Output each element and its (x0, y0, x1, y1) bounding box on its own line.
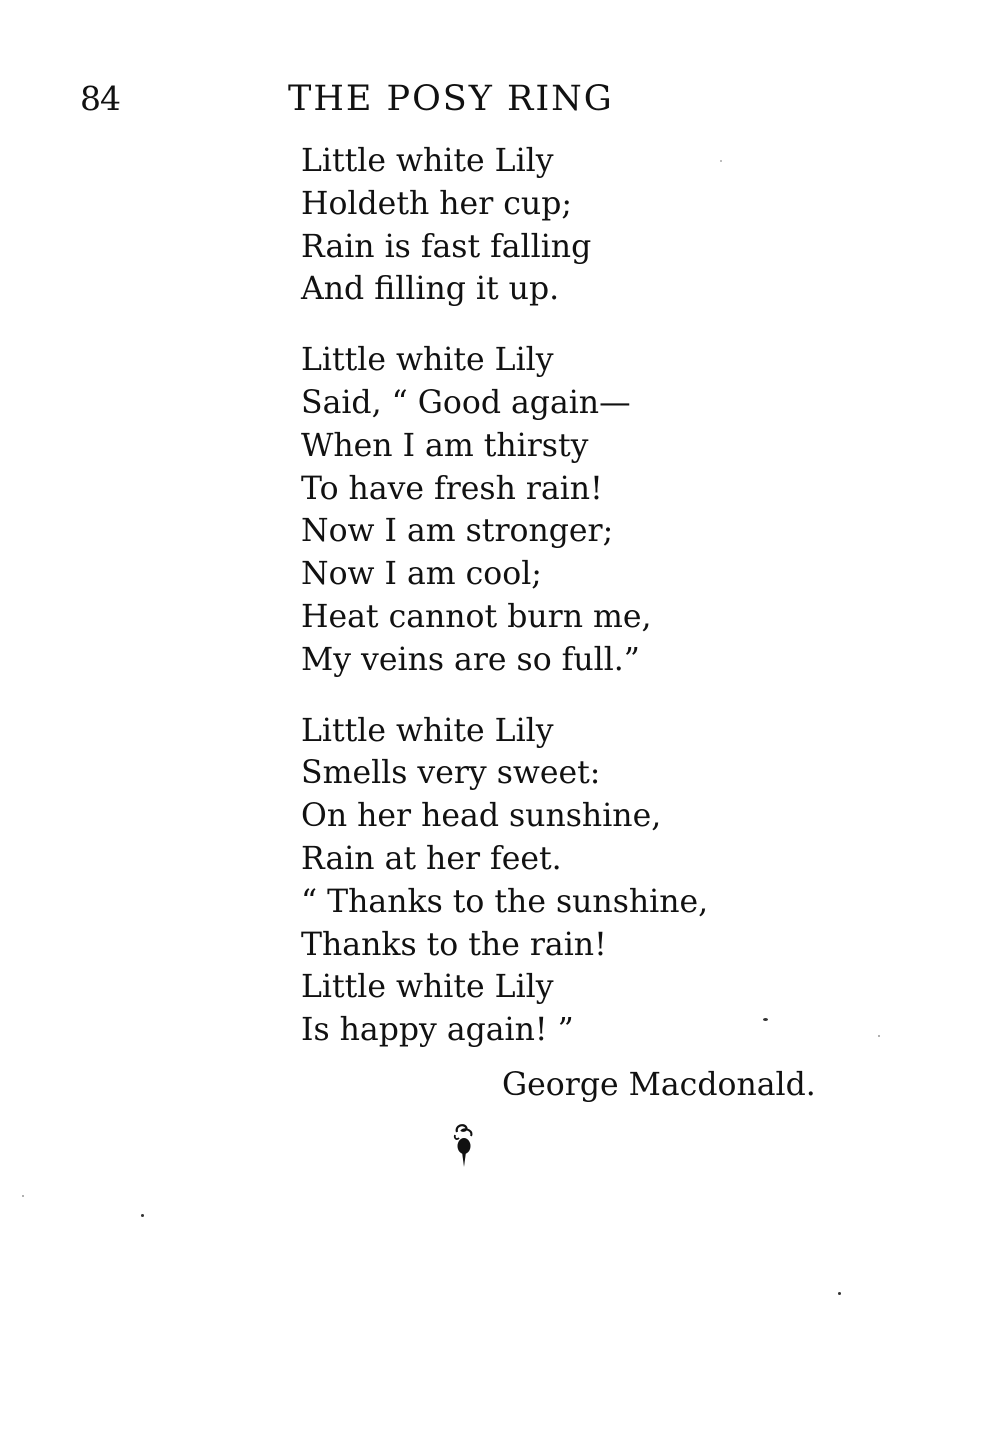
poem-line: And filling it up. (301, 271, 560, 308)
page-speck (838, 1292, 841, 1295)
floral-ornament-icon (449, 1120, 479, 1170)
poem-line: “ Thanks to the sunshine, (301, 883, 709, 920)
poem-line: When I am thirsty (301, 427, 589, 464)
poem-line: Heat cannot burn me, (301, 598, 652, 635)
page-speck (763, 1018, 768, 1021)
poem-line: Little white Lily (301, 712, 554, 749)
poem-line: Rain at her feet. (301, 840, 562, 877)
poem-line: To have fresh rain! (301, 470, 603, 507)
poem-line: Now I am stronger; (301, 513, 614, 550)
page-speck (141, 1214, 144, 1217)
poem-line: On her head sunshine, (301, 798, 662, 835)
poem-line: Little white Lily (301, 143, 554, 179)
poem-line: Little white Lily (301, 969, 554, 1006)
poem (301, 140, 901, 1052)
poem-author: George Macdonald. (502, 1067, 816, 1103)
poem-line: Holdeth her cup; (301, 185, 572, 222)
stanza-2 (301, 339, 901, 681)
page-speck (22, 1195, 24, 1197)
poem-line: My veins are so full.” (301, 641, 640, 678)
poem-line: Smells very sweet: (301, 755, 601, 792)
page-number: 84 (80, 79, 120, 118)
poem-line: Rain is fast falling (301, 228, 592, 265)
poem-line: Thanks to the rain! (301, 926, 607, 963)
page-speck (878, 1035, 880, 1037)
poem-line: Little white Lily (301, 342, 554, 379)
page-speck (720, 160, 722, 162)
poem-line: Is happy again! ” (301, 1012, 574, 1049)
running-head-title: THE POSY RING (288, 79, 614, 119)
stanza-3 (301, 710, 901, 1052)
stanza-1 (301, 140, 901, 311)
poem-line: Said, “ Good again— (301, 384, 631, 421)
poem-line: Now I am cool; (301, 556, 542, 593)
